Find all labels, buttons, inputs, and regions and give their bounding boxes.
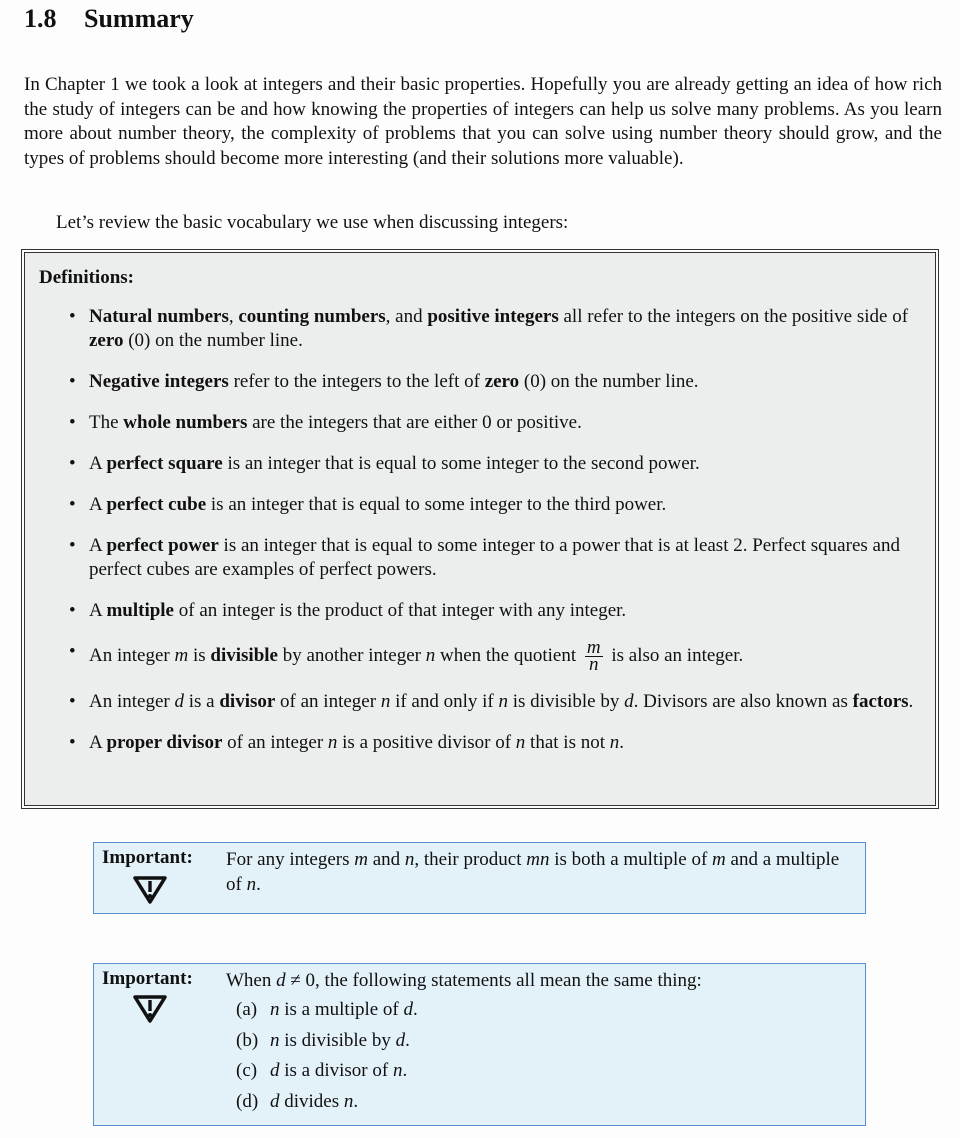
statement-item: (d) d divides n. bbox=[236, 1090, 359, 1112]
term: perfect power bbox=[106, 535, 219, 556]
definition-item: • Negative integers refer to the integers to the left of zero (0) on the number line. bbox=[69, 370, 919, 394]
definition-item: • A perfect cube is an integer that is equal to some integer to the third power. bbox=[69, 493, 919, 517]
term: perfect cube bbox=[106, 494, 207, 515]
variable: d bbox=[174, 691, 184, 712]
term: positive integers bbox=[427, 306, 559, 327]
review-line: Let’s review the basic vocabulary we use when discussing integers: bbox=[56, 212, 569, 233]
statement-item: (b) n is divisible by d. bbox=[236, 1029, 410, 1051]
variable: d bbox=[270, 1090, 280, 1112]
important-label: Important: bbox=[102, 968, 193, 989]
definition-item: • A proper divisor of an integer n is a positive divisor of n that is not n. bbox=[69, 731, 919, 755]
variable: n bbox=[392, 1060, 403, 1081]
term: factors bbox=[852, 691, 909, 712]
warning-triangle-icon bbox=[132, 875, 168, 905]
term: Negative integers bbox=[89, 371, 229, 392]
term: perfect square bbox=[106, 453, 223, 474]
variable: d bbox=[276, 970, 286, 991]
definition-item: • An integer d is a divisor of an integer n if and only if n is divisible by d. Divisors are also known as factors. bbox=[69, 690, 919, 714]
warning-triangle-icon bbox=[132, 994, 168, 1024]
fraction: $\frac{m}{n}$ bbox=[586, 637, 601, 675]
important-label: Important: bbox=[102, 847, 193, 868]
important-text: For any integers m and n, their product mn is both a multiple of m and a multiple of n. bbox=[226, 849, 840, 895]
important-box-2 bbox=[93, 963, 866, 1126]
definitions-heading: Definitions: bbox=[39, 267, 134, 288]
variable: n bbox=[515, 732, 526, 753]
variable: n bbox=[425, 644, 436, 666]
statement-item: (c) d is a divisor of n. bbox=[236, 1060, 408, 1081]
term: whole numbers bbox=[123, 412, 248, 433]
term: multiple bbox=[106, 600, 174, 621]
statement-letter: (b) bbox=[236, 1029, 259, 1051]
definition-item: • The whole numbers are the integers that are either 0 or positive. bbox=[69, 411, 919, 435]
variable: m bbox=[354, 849, 368, 870]
variable: n bbox=[380, 691, 391, 712]
intro-paragraph: In Chapter 1 we took a look at integers and their basic properties. Hopefully you are already getting an idea of how rich the study of integers can be and how knowing the properties of integers can help us solve many problems. As you learn more about number theory, the complexity of problems that you can solve using number theory should grow, and the types of problems should become more interesting (and their solutions more valuable). bbox=[24, 74, 942, 169]
statement-letter: (c) bbox=[236, 1060, 258, 1081]
definitions-box bbox=[24, 252, 936, 806]
term: divisor bbox=[219, 691, 276, 712]
section-number: 1.8 bbox=[24, 4, 57, 33]
important-text: When d ≠ 0, the following statements all mean the same thing: (a) n is a multiple of d. (b) n is divisible by d. (c) d is a divisor of n. (d) d divides n. bbox=[226, 970, 702, 1112]
term: counting numbers bbox=[238, 306, 386, 327]
variable: d bbox=[403, 999, 414, 1020]
definition-item: • A multiple of an integer is the product of that integer with any integer. bbox=[69, 599, 919, 623]
statement-item: (a) n is a multiple of d. bbox=[236, 999, 418, 1020]
equivalent-statements-list bbox=[236, 997, 702, 1114]
variable: n bbox=[498, 691, 508, 712]
variable: n bbox=[246, 874, 257, 895]
definitions-list bbox=[69, 305, 919, 772]
section-title: Summary bbox=[84, 4, 194, 33]
variable: n bbox=[327, 732, 338, 753]
definition-item: • A perfect square is an integer that is equal to some integer to the second power. bbox=[69, 452, 919, 476]
definition-item: • A perfect power is an integer that is equal to some integer to a power that is at least 2. Perfect squares and perfect cubes are examples of perfect powers. bbox=[69, 534, 919, 582]
term: Natural numbers bbox=[89, 306, 229, 327]
variable: m bbox=[174, 644, 189, 666]
variable: n bbox=[404, 849, 415, 870]
variable: n bbox=[609, 732, 620, 753]
important-box-1 bbox=[93, 842, 866, 914]
term: proper divisor bbox=[106, 732, 223, 753]
section-heading bbox=[24, 4, 194, 34]
variable: n bbox=[270, 999, 280, 1020]
term: zero bbox=[484, 371, 520, 392]
term: divisible bbox=[210, 644, 278, 666]
variable: n bbox=[343, 1090, 354, 1112]
variable: d bbox=[624, 691, 634, 712]
definition-item: • An integer m is divisible by another integer n when the quotient $\frac{m}{n}$ is also an integer. bbox=[69, 640, 919, 673]
statement-letter: (d) bbox=[236, 1090, 259, 1112]
variable: n bbox=[270, 1029, 280, 1051]
statement-letter: (a) bbox=[236, 999, 258, 1020]
variable: d bbox=[270, 1060, 280, 1081]
definition-item: • Natural numbers, counting numbers, and positive integers all refer to the integers on the positive side of zero (0) on the number line. bbox=[69, 305, 919, 353]
variable: mn bbox=[526, 849, 550, 870]
variable: d bbox=[395, 1029, 406, 1051]
term: zero bbox=[89, 330, 124, 351]
variable: m bbox=[712, 849, 726, 870]
